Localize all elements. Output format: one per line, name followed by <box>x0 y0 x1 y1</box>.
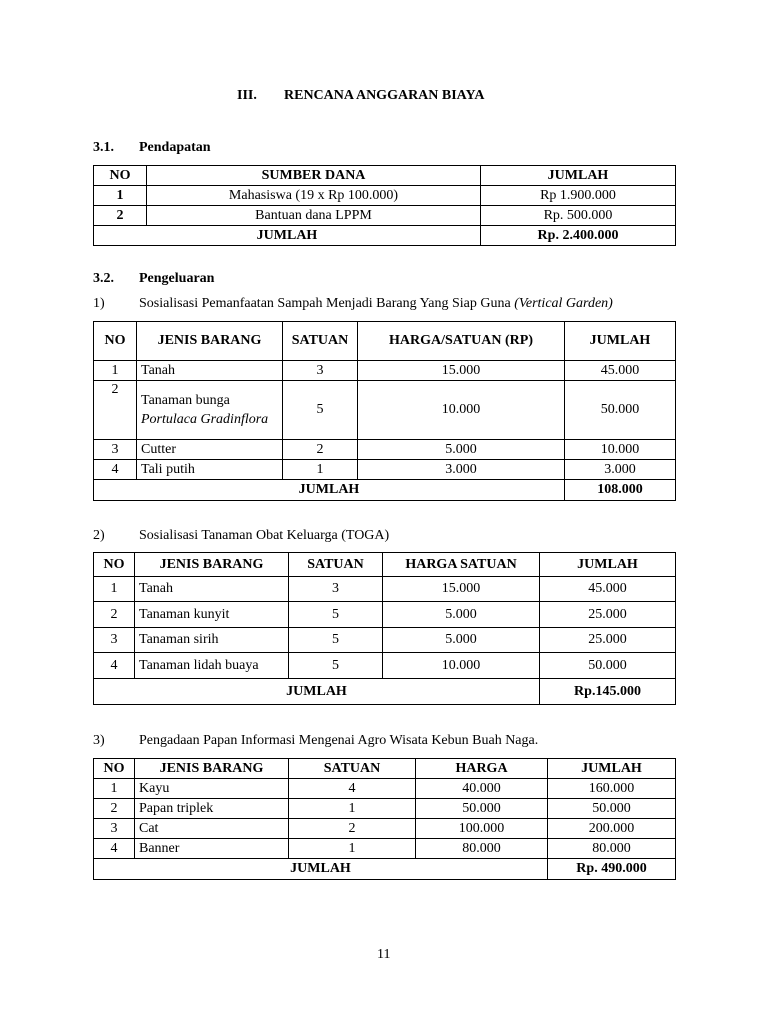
table-row <box>94 361 676 381</box>
cell-harga: 10.000 <box>358 381 565 440</box>
cell-no: 1 <box>94 361 137 381</box>
cell-no: 2 <box>94 602 135 628</box>
cell-satuan: 1 <box>283 460 358 480</box>
cell-jumlah: 200.000 <box>548 819 676 839</box>
cell-satuan: 1 <box>289 799 416 819</box>
header-cell: JUMLAH <box>540 553 676 577</box>
table-row <box>94 799 676 819</box>
total-label: JUMLAH <box>94 679 540 705</box>
item-number: 1) <box>93 296 105 311</box>
header-cell: HARGA SATUAN <box>383 553 540 577</box>
header-cell: JUMLAH <box>548 759 676 779</box>
item-number: 2) <box>93 528 105 543</box>
table-total-row <box>94 679 676 705</box>
cell-jumlah: Rp 1.900.000 <box>481 186 676 206</box>
cell-satuan: 5 <box>283 381 358 440</box>
table-row <box>94 186 676 206</box>
header-cell: SATUAN <box>289 553 383 577</box>
cell-jumlah: 25.000 <box>540 628 676 653</box>
item-title: Pengadaan Papan Informasi Mengenai Agro Wisata Kebun Buah Naga. <box>139 733 539 748</box>
cell-sumber: Mahasiswa (19 x Rp 100.000) <box>147 186 481 206</box>
cell-sumber: Bantuan dana LPPM <box>147 206 481 226</box>
pendapatan-table <box>93 165 676 246</box>
table-row <box>94 206 676 226</box>
cell-jumlah: 50.000 <box>565 381 676 440</box>
table-row <box>94 381 676 440</box>
cell-jenis-text: Tanaman bunga <box>141 392 230 408</box>
cell-harga: 5.000 <box>358 440 565 460</box>
cell-harga: 50.000 <box>416 799 548 819</box>
header-cell: HARGA/SATUAN (RP) <box>358 322 565 361</box>
item-number: 3) <box>93 733 105 748</box>
table-row <box>94 440 676 460</box>
cell-harga: 5.000 <box>383 602 540 628</box>
header-cell: JUMLAH <box>565 322 676 361</box>
cell-satuan: 3 <box>289 577 383 602</box>
cell-satuan: 2 <box>289 819 416 839</box>
cell-satuan: 1 <box>289 839 416 859</box>
section-roman: III. <box>237 88 257 103</box>
cell-jenis: Banner <box>135 839 289 859</box>
cell-no: 2 <box>94 381 137 440</box>
cell-harga: 40.000 <box>416 779 548 799</box>
total-value: Rp. 490.000 <box>548 859 676 880</box>
cell-no: 3 <box>94 628 135 653</box>
cell-jumlah: 45.000 <box>540 577 676 602</box>
page-number: 11 <box>377 947 391 962</box>
cell-jenis: Tanaman lidah buaya <box>135 653 289 679</box>
cell-harga: 15.000 <box>358 361 565 381</box>
table-row <box>94 839 676 859</box>
table-header-row <box>94 553 676 577</box>
cell-jumlah: 80.000 <box>548 839 676 859</box>
cell-satuan: 3 <box>283 361 358 381</box>
subsection-number: 3.1. <box>93 140 114 155</box>
header-cell: NO <box>94 166 147 186</box>
table-header-row <box>94 759 676 779</box>
cell-no: 4 <box>94 839 135 859</box>
header-cell: JENIS BARANG <box>137 322 283 361</box>
cell-harga: 10.000 <box>383 653 540 679</box>
table-row <box>94 628 676 653</box>
header-cell: NO <box>94 759 135 779</box>
cell-harga: 80.000 <box>416 839 548 859</box>
cell-no: 4 <box>94 653 135 679</box>
cell-jenis: Cat <box>135 819 289 839</box>
header-cell: JENIS BARANG <box>135 553 289 577</box>
cell-harga: 5.000 <box>383 628 540 653</box>
table-header-row <box>94 166 676 186</box>
cell-satuan: 4 <box>289 779 416 799</box>
subsection-number: 3.2. <box>93 271 114 286</box>
table-row <box>94 602 676 628</box>
cell-jumlah: 10.000 <box>565 440 676 460</box>
header-cell: SATUAN <box>283 322 358 361</box>
cell-jenis: Cutter <box>137 440 283 460</box>
cell-jenis: Papan triplek <box>135 799 289 819</box>
subsection-title: Pengeluaran <box>139 271 215 286</box>
cell-jumlah: 160.000 <box>548 779 676 799</box>
total-value: Rp.145.000 <box>540 679 676 705</box>
cell-jumlah: 25.000 <box>540 602 676 628</box>
item1-table <box>93 321 676 501</box>
section-title: RENCANA ANGGARAN BIAYA <box>284 88 485 103</box>
total-label: JUMLAH <box>94 226 481 246</box>
cell-jumlah: 50.000 <box>540 653 676 679</box>
total-label: JUMLAH <box>94 480 565 501</box>
cell-no: 1 <box>94 577 135 602</box>
header-cell: SATUAN <box>289 759 416 779</box>
cell-satuan: 5 <box>289 653 383 679</box>
table-total-row <box>94 226 676 246</box>
table-row <box>94 577 676 602</box>
total-value: Rp. 2.400.000 <box>481 226 676 246</box>
item-title: Sosialisasi Tanaman Obat Keluarga (TOGA) <box>139 528 390 543</box>
cell-harga: 100.000 <box>416 819 548 839</box>
cell-no: 2 <box>94 206 147 226</box>
cell-satuan: 5 <box>289 628 383 653</box>
header-cell: JENIS BARANG <box>135 759 289 779</box>
cell-no: 3 <box>94 819 135 839</box>
cell-jenis: Tanah <box>137 361 283 381</box>
cell-jenis: Tali putih <box>137 460 283 480</box>
table-total-row <box>94 859 676 880</box>
total-value: 108.000 <box>565 480 676 501</box>
cell-jumlah: 45.000 <box>565 361 676 381</box>
cell-jenis <box>137 381 283 440</box>
item-title-italic: (Vertical Garden) <box>514 296 613 311</box>
header-cell: NO <box>94 553 135 577</box>
cell-no: 4 <box>94 460 137 480</box>
cell-no: 3 <box>94 440 137 460</box>
header-cell: NO <box>94 322 137 361</box>
cell-jumlah: 3.000 <box>565 460 676 480</box>
cell-jenis: Tanaman sirih <box>135 628 289 653</box>
header-cell: SUMBER DANA <box>147 166 481 186</box>
subsection-title: Pendapatan <box>139 140 211 155</box>
cell-satuan: 2 <box>283 440 358 460</box>
table-row <box>94 653 676 679</box>
cell-no: 2 <box>94 799 135 819</box>
cell-jenis: Tanaman kunyit <box>135 602 289 628</box>
item2-table <box>93 552 676 705</box>
item-title-text: Sosialisasi Pemanfaatan Sampah Menjadi Barang Yang Siap Guna <box>139 296 511 311</box>
cell-jenis: Tanah <box>135 577 289 602</box>
item-title <box>139 296 613 312</box>
cell-harga: 3.000 <box>358 460 565 480</box>
cell-jenis-italic: Portulaca Gradinflora <box>141 412 269 427</box>
total-label: JUMLAH <box>94 859 548 880</box>
table-total-row <box>94 480 676 501</box>
cell-no: 1 <box>94 186 147 206</box>
cell-jumlah: 50.000 <box>548 799 676 819</box>
header-cell: HARGA <box>416 759 548 779</box>
cell-jumlah: Rp. 500.000 <box>481 206 676 226</box>
item3-table <box>93 758 676 880</box>
cell-harga: 15.000 <box>383 577 540 602</box>
cell-satuan: 5 <box>289 602 383 628</box>
header-cell: JUMLAH <box>481 166 676 186</box>
table-row <box>94 779 676 799</box>
table-header-row <box>94 322 676 361</box>
cell-jenis: Kayu <box>135 779 289 799</box>
table-row <box>94 819 676 839</box>
table-row <box>94 460 676 480</box>
cell-no: 1 <box>94 779 135 799</box>
